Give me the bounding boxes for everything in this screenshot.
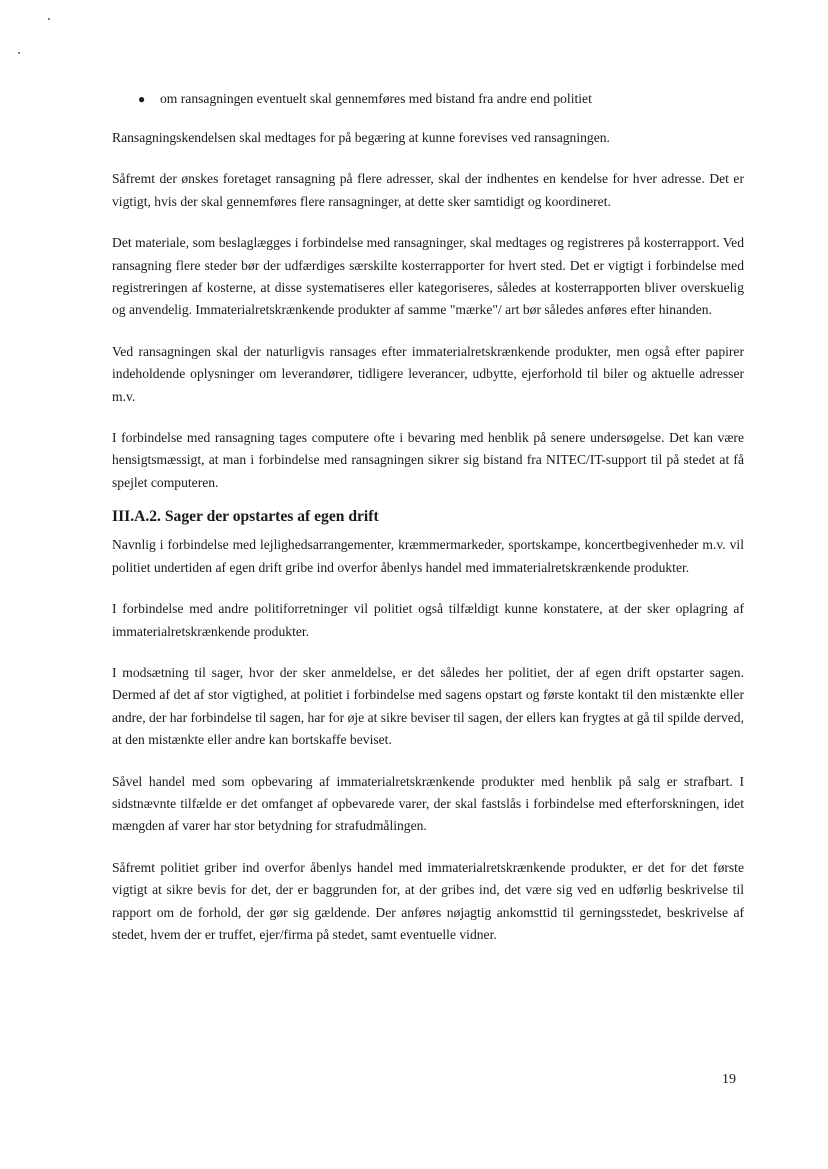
paragraph: Såfremt politiet griber ind overfor åbenlys handel med immaterialretskrænkende produkter, er det for det første vigtigt at sikre bevis for det, der er baggrunden for, at der gribes ind, det være sig ved en udførlig beskrivelse til rapport om de forhold, der gør sig gældende. Der anføres nøjagtig ankomsttid til gerningsstedet, beskrivelse af stedet, hvem der er truffet, ejer/firma på stedet, samt eventuelle vidner. [112, 859, 744, 942]
paragraph: I forbindelse med ransagning tages computere ofte i bevaring med henblik på senere undersøgelse. Det kan være hensigtsmæssigt, at man i forbindelse med ransagningen sikrer sig bistand fra NITEC/IT-support til på stedet at få spejlet computeren. [112, 430, 744, 490]
paragraph: Ved ransagningen skal der naturligvis ransages efter immaterialretskrænkende produkter, men også efter papirer indeholdende oplysninger om leverandører, tidligere leverancer, udbytte, ejerforhold til biler og aktuelle adresser m.v. [112, 343, 744, 404]
paragraph: Såvel handel med som opbevaring af immaterialretskrænkende produkter med henblik på salg er strafbart. I sidstnævnte tilfælde er det omfanget af opbevarede varer, der skal fastslås i forbindelse med efterforskningen, idet mængden af varer har stor betydning for strafudmålingen. [112, 773, 744, 834]
page-body [112, 88, 744, 965]
paragraph: Navnlig i forbindelse med lejlighedsarrangementer, kræmmermarkeder, sportskampe, koncertbegivenheder m.v. vil politiet undertiden af egen drift gribe ind overfor åbenlys handel med immaterialretskrænkende produkter. [112, 537, 744, 575]
page-number: 19 [722, 1072, 736, 1087]
paragraph: Ransagningskendelsen skal medtages for på begæring at kunne forevises ved ransagningen. [112, 130, 610, 145]
bullet-text: om ransagningen eventuelt skal gennemføres med bistand fra andre end politiet [160, 91, 592, 106]
paragraph: Det materiale, som beslaglægges i forbindelse med ransagninger, skal medtages og registreres på kosterrapport. Ved ransagning flere steder bør der udfærdiges særskilte kosterrapporter for hvert sted. Det er vigtigt i forbindelse med registreringen af kosterne, at disse systematiseres eller kategoriseres, således at kosterrapporten bliver overskuelig og anvendelig. Immaterialretskrænkende produkter af samme "mærke"/ art bør således anføres efter hinanden. [112, 235, 744, 318]
scan-speck [48, 18, 50, 20]
paragraph: I modsætning til sager, hvor der sker anmeldelse, er det således her politiet, der af egen drift opstarter sagen. Dermed af det af stor vigtighed, at politiet i forbindelse med sagens opstart og første kontakt til den mistænkte eller andre, der har forbindelse til sagen, har for øje at sikre beviser til sagen, der ellers kan frygtes at gå til spilde derved, at den mistænkte eller andre kan bortskaffe beviset. [112, 664, 744, 748]
scan-speck [18, 52, 20, 54]
bullet-icon: ● [138, 92, 146, 106]
section-heading: III.A.2. Sager der opstartes af egen drift [112, 508, 379, 526]
paragraph: I forbindelse med andre politiforretninger vil politiet også tilfældigt kunne konstatere, at der sker oplagring af immaterialretskrænkende produkter. [112, 601, 744, 639]
paragraph: Såfremt der ønskes foretaget ransagning på flere adresser, skal der indhentes en kendelse for hver adresse. Det er vigtigt, hvis der skal gennemføres flere ransagninger, at dette sker samtidigt og koordineret. [112, 171, 744, 209]
bullet-item [138, 88, 744, 110]
